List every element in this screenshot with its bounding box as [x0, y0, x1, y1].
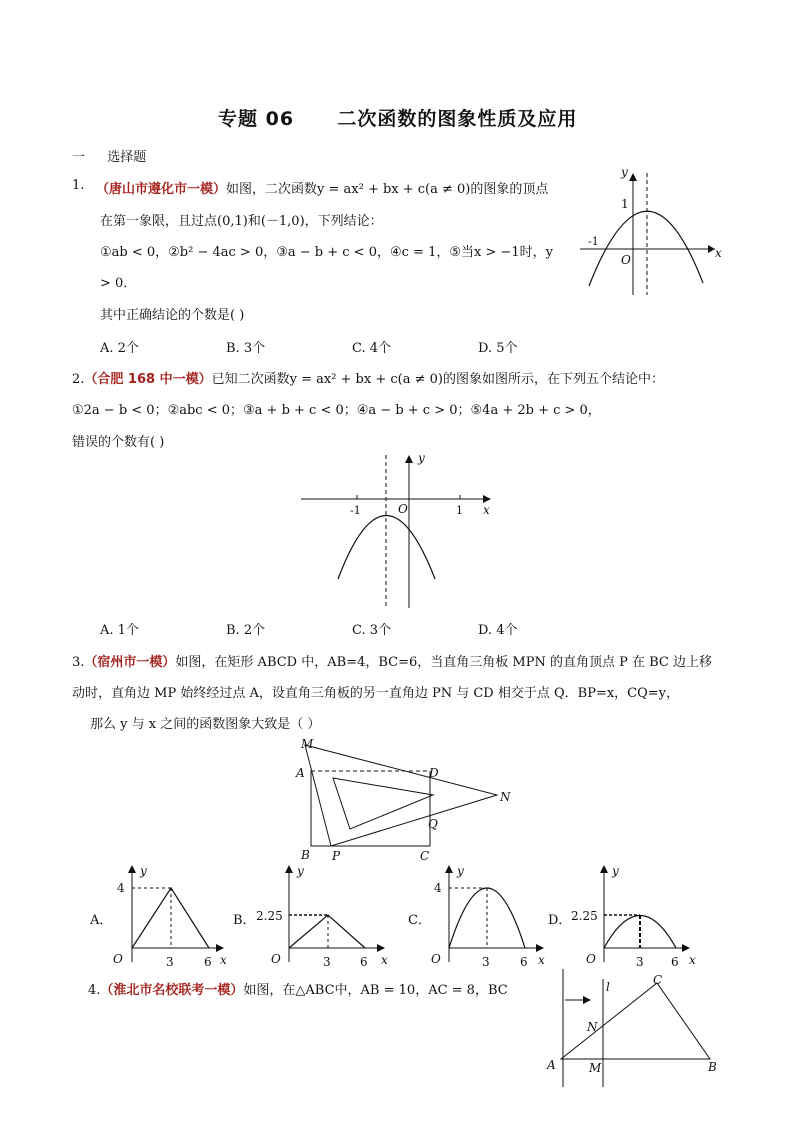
y-label: y: [418, 451, 425, 465]
q1-parabola-graph: [575, 165, 725, 300]
label-l: l: [606, 980, 610, 994]
x-axis-arrow-icon: [682, 944, 690, 952]
y-axis-arrow-icon: [600, 865, 608, 873]
origin-label: O: [621, 253, 631, 267]
q2-line1: [72, 368, 664, 387]
q2-line1-text: 已知二次函数y = ax² + bx + c(a ≠ 0)的图象如图所示，在下列五个结论中：: [211, 372, 664, 387]
q4-source: （淮北市名校联考一模）: [100, 983, 244, 998]
q3-option-c-graph: [428, 862, 553, 972]
svg-text:y: y: [457, 864, 464, 878]
q1-line5: 其中正确结论的个数是( ): [100, 308, 245, 323]
x-axis-arrow-icon: [708, 245, 715, 253]
q1-line4: > 0．: [100, 276, 137, 291]
q2-parabola-graph: [298, 450, 498, 615]
label-m: M: [589, 1061, 602, 1075]
q2-option-c: C. 3个: [352, 623, 392, 638]
q2-source: （合肥 168 中一模）: [84, 372, 212, 387]
q4-triangle-figure: [543, 965, 728, 1090]
q3-number: 3.: [72, 655, 85, 670]
svg-text:3: 3: [482, 955, 490, 969]
label-q: Q: [428, 817, 438, 831]
x-axis-arrow-icon: [216, 944, 224, 952]
label-b: B: [708, 1060, 717, 1074]
svg-text:2.25: 2.25: [256, 909, 283, 923]
label-c: C: [420, 849, 430, 863]
svg-text:O: O: [431, 952, 441, 966]
section-num: 一: [72, 150, 86, 165]
q1-line1: [96, 178, 548, 197]
q3-option-b-letter: B．: [233, 913, 256, 928]
q3-line3: 那么 y 与 x 之间的函数图象大致是（ ）: [90, 717, 321, 732]
q3-option-c-letter: C．: [408, 913, 431, 928]
neg1-label: -1: [350, 504, 361, 517]
x-axis-arrow-icon: [483, 495, 491, 503]
q3-option-a-letter: A．: [90, 913, 113, 928]
q1-number: 1.: [72, 178, 85, 193]
svg-text:3: 3: [166, 955, 174, 969]
q4-line1-text: 如图，在△ABC中，AB = 10，AC = 8，BC: [243, 983, 508, 998]
label-a: A: [547, 1058, 556, 1072]
section-label: 选择题: [107, 150, 147, 165]
triangle-mpn-inner: [333, 778, 433, 829]
label-n: N: [500, 790, 511, 804]
q3-line1: [72, 651, 712, 670]
svg-text:x: x: [538, 953, 545, 967]
q2-line2: ①2a − b < 0；②abc < 0；③a + b + c < 0；④a − b + c > 0；⑤4a + 2b + c > 0，: [72, 403, 601, 418]
label-m: M: [301, 737, 314, 751]
page-title: [218, 104, 577, 131]
neg1-label: -1: [588, 235, 599, 248]
y-axis-arrow-icon: [629, 173, 637, 181]
q1-option-a: A. 2个: [100, 341, 139, 356]
q3-rectangle-figure: [293, 733, 523, 865]
label-d: D: [429, 766, 439, 780]
svg-text:x: x: [381, 953, 388, 967]
q3-line2: 动时，直角边 MP 始终经过点 A，设直角三角板的另一直角边 PN 与 CD 相交于点 Q．BP=x，CQ=y，: [72, 686, 680, 701]
svg-text:3: 3: [323, 955, 331, 969]
svg-text:O: O: [271, 952, 281, 966]
q1-line1-text: 如图，二次函数y = ax² + bx + c(a ≠ 0)的图象的顶点: [226, 182, 549, 197]
one-label: 1: [456, 504, 463, 517]
function-graph: [289, 915, 365, 948]
svg-text:y: y: [140, 864, 147, 878]
svg-text:O: O: [586, 952, 596, 966]
q3-source: （宿州市一模）: [84, 655, 176, 670]
section-heading: [72, 146, 146, 165]
q3-option-d-graph: [568, 862, 698, 972]
label-b: B: [301, 848, 310, 862]
q3-option-b-graph: [255, 862, 395, 972]
label-a: A: [296, 766, 305, 780]
svg-text:y: y: [612, 864, 619, 878]
svg-text:4: 4: [117, 881, 125, 895]
q3-option-a-graph: [108, 862, 233, 972]
svg-text:O: O: [113, 952, 123, 966]
x-axis-arrow-icon: [377, 944, 385, 952]
svg-text:x: x: [220, 953, 227, 967]
svg-text:3: 3: [636, 955, 644, 969]
q1-option-d: D. 5个: [478, 341, 518, 356]
arrow-right-icon: [583, 996, 591, 1004]
q2-option-a: A. 1个: [100, 623, 139, 638]
svg-text:x: x: [689, 953, 696, 967]
y-axis-arrow-icon: [445, 865, 453, 873]
svg-text:4: 4: [434, 881, 442, 895]
svg-text:y: y: [297, 864, 304, 878]
label-p: P: [332, 849, 341, 863]
title-text: 二次函数的图象性质及应用: [337, 108, 578, 130]
svg-text:6: 6: [204, 955, 212, 969]
svg-text:6: 6: [520, 955, 528, 969]
svg-text:6: 6: [671, 955, 679, 969]
q1-line2: 在第一象限，且过点(0,1)和(－1,0)，下列结论：: [100, 214, 383, 229]
svg-text:2.25: 2.25: [571, 909, 598, 923]
q2-option-b: B. 2个: [226, 623, 266, 638]
rectangle-abcd: [311, 771, 430, 846]
q1-option-c: C. 4个: [352, 341, 392, 356]
label-c: C: [653, 973, 663, 987]
triangle-mpn-outer: [305, 745, 497, 846]
title-number: 专题 06: [218, 108, 295, 130]
q1-option-b: B. 3个: [226, 341, 266, 356]
y-label: y: [621, 165, 628, 179]
origin-label: O: [398, 502, 408, 516]
q4-line1: [88, 979, 508, 998]
q3-option-d-letter: D．: [548, 913, 572, 928]
svg-text:6: 6: [360, 955, 368, 969]
function-graph: [604, 916, 676, 949]
q4-number: 4.: [88, 983, 101, 998]
q3-line1-text: 如图，在矩形 ABCD 中，AB=4，BC=6，当直角三角板 MPN 的直角顶点 P 在 BC 边上移: [175, 655, 712, 670]
triangle-abc: [561, 983, 710, 1059]
x-label: x: [483, 503, 490, 517]
one-label: 1: [621, 197, 629, 211]
q1-source: （唐山市遵化市一模）: [96, 182, 227, 197]
q2-line3: 错误的个数有( ): [72, 435, 165, 450]
y-axis-arrow-icon: [285, 865, 293, 873]
x-label: x: [715, 246, 722, 260]
x-axis-arrow-icon: [536, 944, 544, 952]
q2-option-d: D. 4个: [478, 623, 518, 638]
q2-number: 2.: [72, 372, 85, 387]
q1-line3: ①ab < 0，②b² − 4ac > 0，③a − b + c < 0，④c = 1，⑤当x > −1时，y: [100, 245, 553, 260]
y-axis-arrow-icon: [405, 455, 413, 463]
label-n: N: [587, 1020, 598, 1034]
y-axis-arrow-icon: [128, 865, 136, 873]
